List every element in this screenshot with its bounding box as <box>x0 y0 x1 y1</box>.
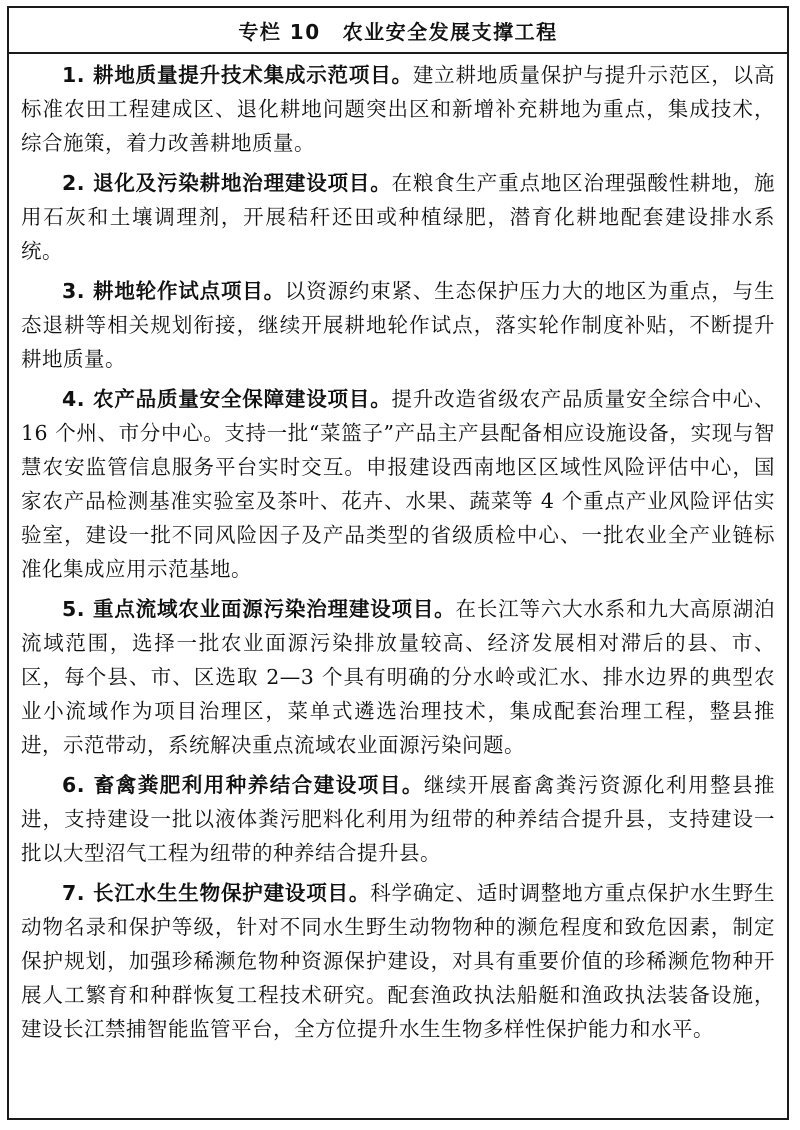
project-description: 提升改造省级农产品质量安全综合中心、16 个州、市分中心。支持一批“菜篮子”产品主产县配备相应设施设备，实现与智慧农安监管信息服务平台实时交互。申报建设西南地区区域性风险评估中心，国家农产品检测基准实验室及茶叶、花卉、水果、蔬菜等 4 个重点产业风险评估实验室，建设一批不同风险因子及产品类型的省级质检中心、一批农业全产业链标准化集成应用示范基地。 <box>21 387 775 581</box>
project-item-3 <box>21 274 775 376</box>
project-description: 在长江等六大水系和九大高原湖泊流域范围，选择一批农业面源污染排放量较高、经济发展相对滞后的县、市、区，每个县、市、区选取 2—3 个具有明确的分水岭或汇水、排水边界的典型农业小流域作为项目治理区，菜单式遴选治理技术，集成配套治理工程，整县推进，示范带动，系统解决重点流域农业面源污染问题。 <box>21 597 776 757</box>
project-title: 6. 畜禽粪肥利用种养结合建设项目。 <box>62 773 424 797</box>
column-header <box>9 8 787 54</box>
column-title: 农业安全发展支撑工程 <box>342 19 558 44</box>
column-label: 专栏 10 <box>238 19 321 44</box>
project-item-2 <box>21 166 775 268</box>
project-title: 4. 农产品质量安全保障建设项目。 <box>62 387 392 411</box>
project-title: 2. 退化及污染耕地治理建设项目。 <box>62 171 392 195</box>
project-title: 5. 重点流域农业面源污染治理建设项目。 <box>62 597 456 621</box>
column-box <box>7 6 789 1120</box>
project-description: 在粮食生产重点地区治理强酸性耕地，施用石灰和土壤调理剂，开展秸秆还田或种植绿肥，潜育化耕地配套建设排水系统。 <box>21 171 775 263</box>
project-description: 继续开展畜禽粪污资源化利用整县推进，支持建设一批以液体粪污肥料化利用为纽带的种养结合提升县，支持建设一批以大型沼气工程为纽带的种养结合提升县。 <box>21 773 775 865</box>
project-title: 7. 长江水生生物保护建设项目。 <box>62 881 371 905</box>
project-item-4 <box>21 382 775 586</box>
project-item-7 <box>21 876 775 1046</box>
project-description: 科学确定、适时调整地方重点保护水生野生动物名录和保护等级，针对不同水生野生动物物种的濒危程度和致危因素，制定保护规划，加强珍稀濒危物种资源保护建设，对具有重要价值的珍稀濒危物种开展人工繁育和种群恢复工程技术研究。配套渔政执法船艇和渔政执法装备设施，建设长江禁捕智能监管平台，全方位提升水生生物多样性保护能力和水平。 <box>21 881 775 1041</box>
project-item-1 <box>21 58 775 160</box>
project-title: 3. 耕地轮作试点项目。 <box>62 279 285 303</box>
project-description: 以资源约束紧、生态保护压力大的地区为重点，与生态退耕等相关规划衔接，继续开展耕地轮作试点，落实轮作制度补贴，不断提升耕地质量。 <box>21 279 775 371</box>
project-title: 1. 耕地质量提升技术集成示范项目。 <box>62 63 413 87</box>
project-description: 建立耕地质量保护与提升示范区，以高标准农田工程建成区、退化耕地问题突出区和新增补充耕地为重点，集成技术，综合施策，着力改善耕地质量。 <box>21 63 775 155</box>
column-body <box>9 54 787 1046</box>
project-item-5 <box>21 592 775 762</box>
project-item-6 <box>21 768 775 870</box>
